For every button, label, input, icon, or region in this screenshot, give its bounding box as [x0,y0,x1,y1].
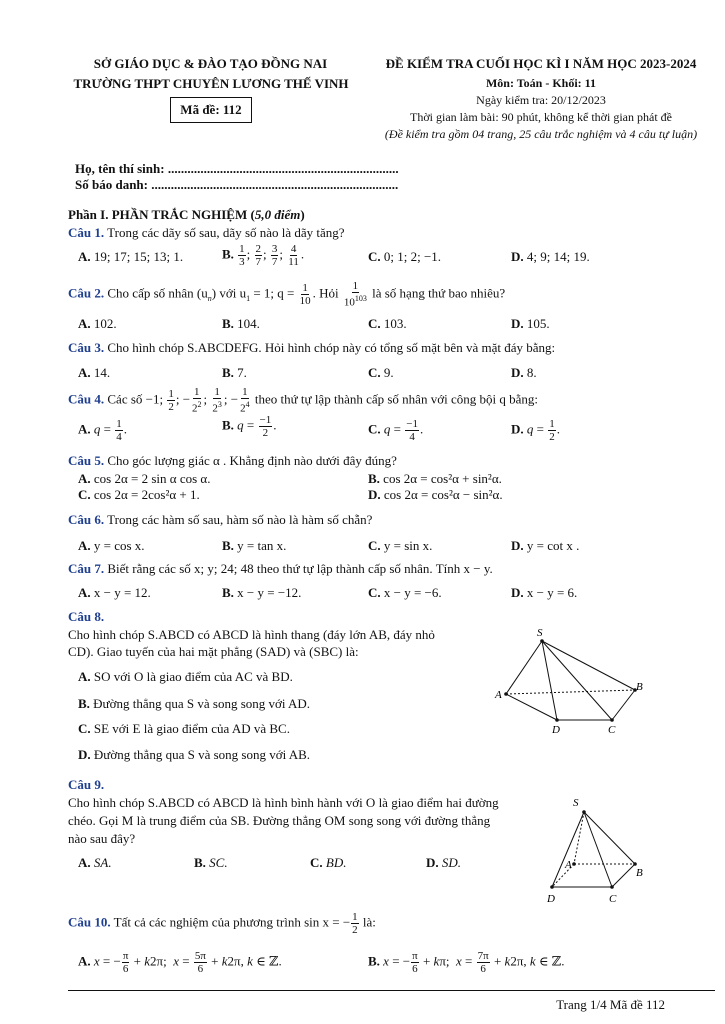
label-s-q9: S [573,797,579,809]
q3-option-d: D. 8. [511,365,537,380]
q2-option-a: A. 102. [78,316,117,331]
exam-date: Ngày kiểm tra: 20/12/2023 [476,93,606,107]
q7-option-c: C. x − y = −6. [368,585,442,600]
q9-option-c: C. BD. [310,855,347,870]
q4-option-b: B. q = $\frac{-1}{2}$ . [222,414,277,439]
subject-grade: Môn: Toán - Khối: 11 [485,76,597,90]
q8-option-d: D. Đường thẳng qua S và song song với AB. [78,747,311,762]
q8-option-c: C. SE với E là giao điểm của AD và BC. [78,721,290,736]
q10-option-b: B. x = − $\frac{\pi}{6}$ + kπ; x = $\frac{7\pi}{6}$ + k2π, k ∈ ℤ. [368,950,565,975]
q8-option-b: B. Đường thẳng qua S và song song với AD. [78,696,311,711]
q6-option-d: D. y = cot x . [511,538,580,553]
q10-option-a: A. x = − $\frac{\pi}{6}$ + k2π; x = $\frac{5\pi}{6}$ + k2π, k ∈ ℤ. [78,950,282,975]
question-3: Câu 3. Cho hình chóp S.ABCDEFG. Hỏi hình chóp này có tổng số mặt bên và mặt đáy bằng: [68,340,556,355]
q8-text-1: Cho hình chóp S.ABCD có ABCD là hình thang (đáy lớn AB, đáy nhỏ [68,627,435,642]
label-c-q9: C [609,893,617,905]
question-5: Câu 5. Cho góc lượng giác α . Khẳng định nào dưới đây đúng? [68,453,397,468]
q1-option-c: C. 0; 1; 2; −1. [368,249,442,264]
q3-option-a: A. 14. [78,365,111,380]
page-footer: Trang 1/4 Mã đề 112 [556,997,665,1012]
label-b: B [636,681,643,693]
q2-option-d: D. 105. [511,316,550,331]
q8-option-a: A. SO với O là giao điểm của AC và BD. [78,669,293,684]
question-2: Câu 2. Cho cấp số nhân $(u_n)$ với $u_1 = 1$; q = $\frac{1}{10}$ . Hỏi $\frac{1}{10^{103}}$ là số hạng thứ bao nhiêu? [68,280,506,309]
q4-option-d: D. q = $\frac{1}{2}$ . [511,418,560,443]
label-d: D [552,724,560,736]
footer-rule [68,990,715,991]
q5-option-c: C. cos 2α = 2cos²α + 1. [78,487,200,502]
question-9-label: Câu 9. [68,777,105,792]
department-name: SỞ GIÁO DỤC & ĐÀO TẠO ĐỒNG NAI [93,56,328,71]
exam-duration: Thời gian làm bài: 90 phút, không kể thời gian phát đề [410,110,672,124]
label-a: A [495,689,502,701]
q9-option-a: A. SA. [78,855,112,870]
q5-option-a: A. cos 2α = 2 sin α cos α. [78,471,211,486]
pyramid-figure-q8 [490,624,650,744]
q4-option-a: A. q = $\frac{1}{4}$ . [78,418,127,443]
q9-text-3: nào sau đây? [68,831,136,846]
question-1: Câu 1. Trong các dãy số sau, dãy số nào là dãy tăng? [68,225,345,240]
question-7: Câu 7. Biết rằng các số x; y; 24; 48 theo thứ tự lập thành cấp số nhân. Tính x − y. [68,561,493,576]
q1-option-a: A. 19; 17; 15; 13; 1. [78,249,184,264]
label-a-q9: A [565,859,572,871]
label-b-q9: B [636,867,643,879]
q9-text-1: Cho hình chóp S.ABCD có ABCD là hình bình hành với O là giao điểm hai đường [68,795,499,810]
q7-option-d: D. x − y = 6. [511,585,578,600]
q5-option-b: B. cos 2α = cos²α + sin²α. [368,471,502,486]
q3-option-c: C. 9. [368,365,394,380]
q3-option-b: B. 7. [222,365,247,380]
student-name-line: Họ, tên thí sinh: ....................................................................... [75,161,399,176]
student-id-line: Số báo danh: ............................................................................ [75,177,399,192]
question-10: Câu 10. Tất cả các nghiệm của phương trình sin x = − $\frac{1}{2}$ là: [68,911,376,936]
label-s: S [537,627,543,639]
exam-code-box: Mã đề: 112 [170,97,252,123]
q5-option-d: D. cos 2α = cos²α − sin²α. [368,487,503,502]
q2-option-c: C. 103. [368,316,407,331]
q6-option-c: C. y = sin x. [368,538,433,553]
exam-note: (Đề kiểm tra gồm 04 trang, 25 câu trắc nghiệm và 4 câu tự luận) [384,127,698,141]
q9-text-2: chéo. Gọi M là trung điểm của SB. Đường thẳng OM song song với đường thẳng [68,813,491,828]
q4-option-c: C. q = $\frac{-1}{4}$ . [368,418,424,443]
q9-option-b: B. SC. [194,855,228,870]
label-c: C [608,724,616,736]
q6-option-b: B. y = tan x. [222,538,287,553]
school-name: TRƯỜNG THPT CHUYÊN LƯƠNG THẾ VINH [73,76,349,91]
pyramid-figure-q9 [540,792,660,910]
exam-title: ĐỀ KIỂM TRA CUỐI HỌC KÌ I NĂM HỌC 2023-2024 [385,56,697,71]
q8-text-2: CD). Giao tuyến của hai mặt phẳng (SAD) và (SBC) là: [68,644,359,659]
question-6: Câu 6. Trong các hàm số sau, hàm số nào là hàm số chẵn? [68,512,373,527]
q6-option-a: A. y = cos x. [78,538,145,553]
q7-option-b: B. x − y = −12. [222,585,302,600]
q7-option-a: A. x − y = 12. [78,585,151,600]
question-8-label: Câu 8. [68,609,105,624]
q1-option-b: B. $\frac{1}{3}$ ; $\frac{2}{7}$ ; $\frac{3}{7}$ ; $\frac{4}{11}$ . [222,243,305,268]
q9-option-d: D. SD. [426,855,462,870]
question-4: Câu 4. Các số −1; $\frac{1}{2}$ ; − $\frac{1}{2^2}$ ; $\frac{1}{2^3}$ ; − $\frac{1}{2^4}$ theo thứ tự lập thành cấp số nhân với công bội q bằng: [68,386,538,415]
q1-option-d: D. 4; 9; 14; 19. [511,249,590,264]
q2-option-b: B. 104. [222,316,260,331]
part1-title: Phần I. PHẦN TRẮC NGHIỆM (5,0 điểm) [68,207,305,222]
label-d-q9: D [547,893,555,905]
